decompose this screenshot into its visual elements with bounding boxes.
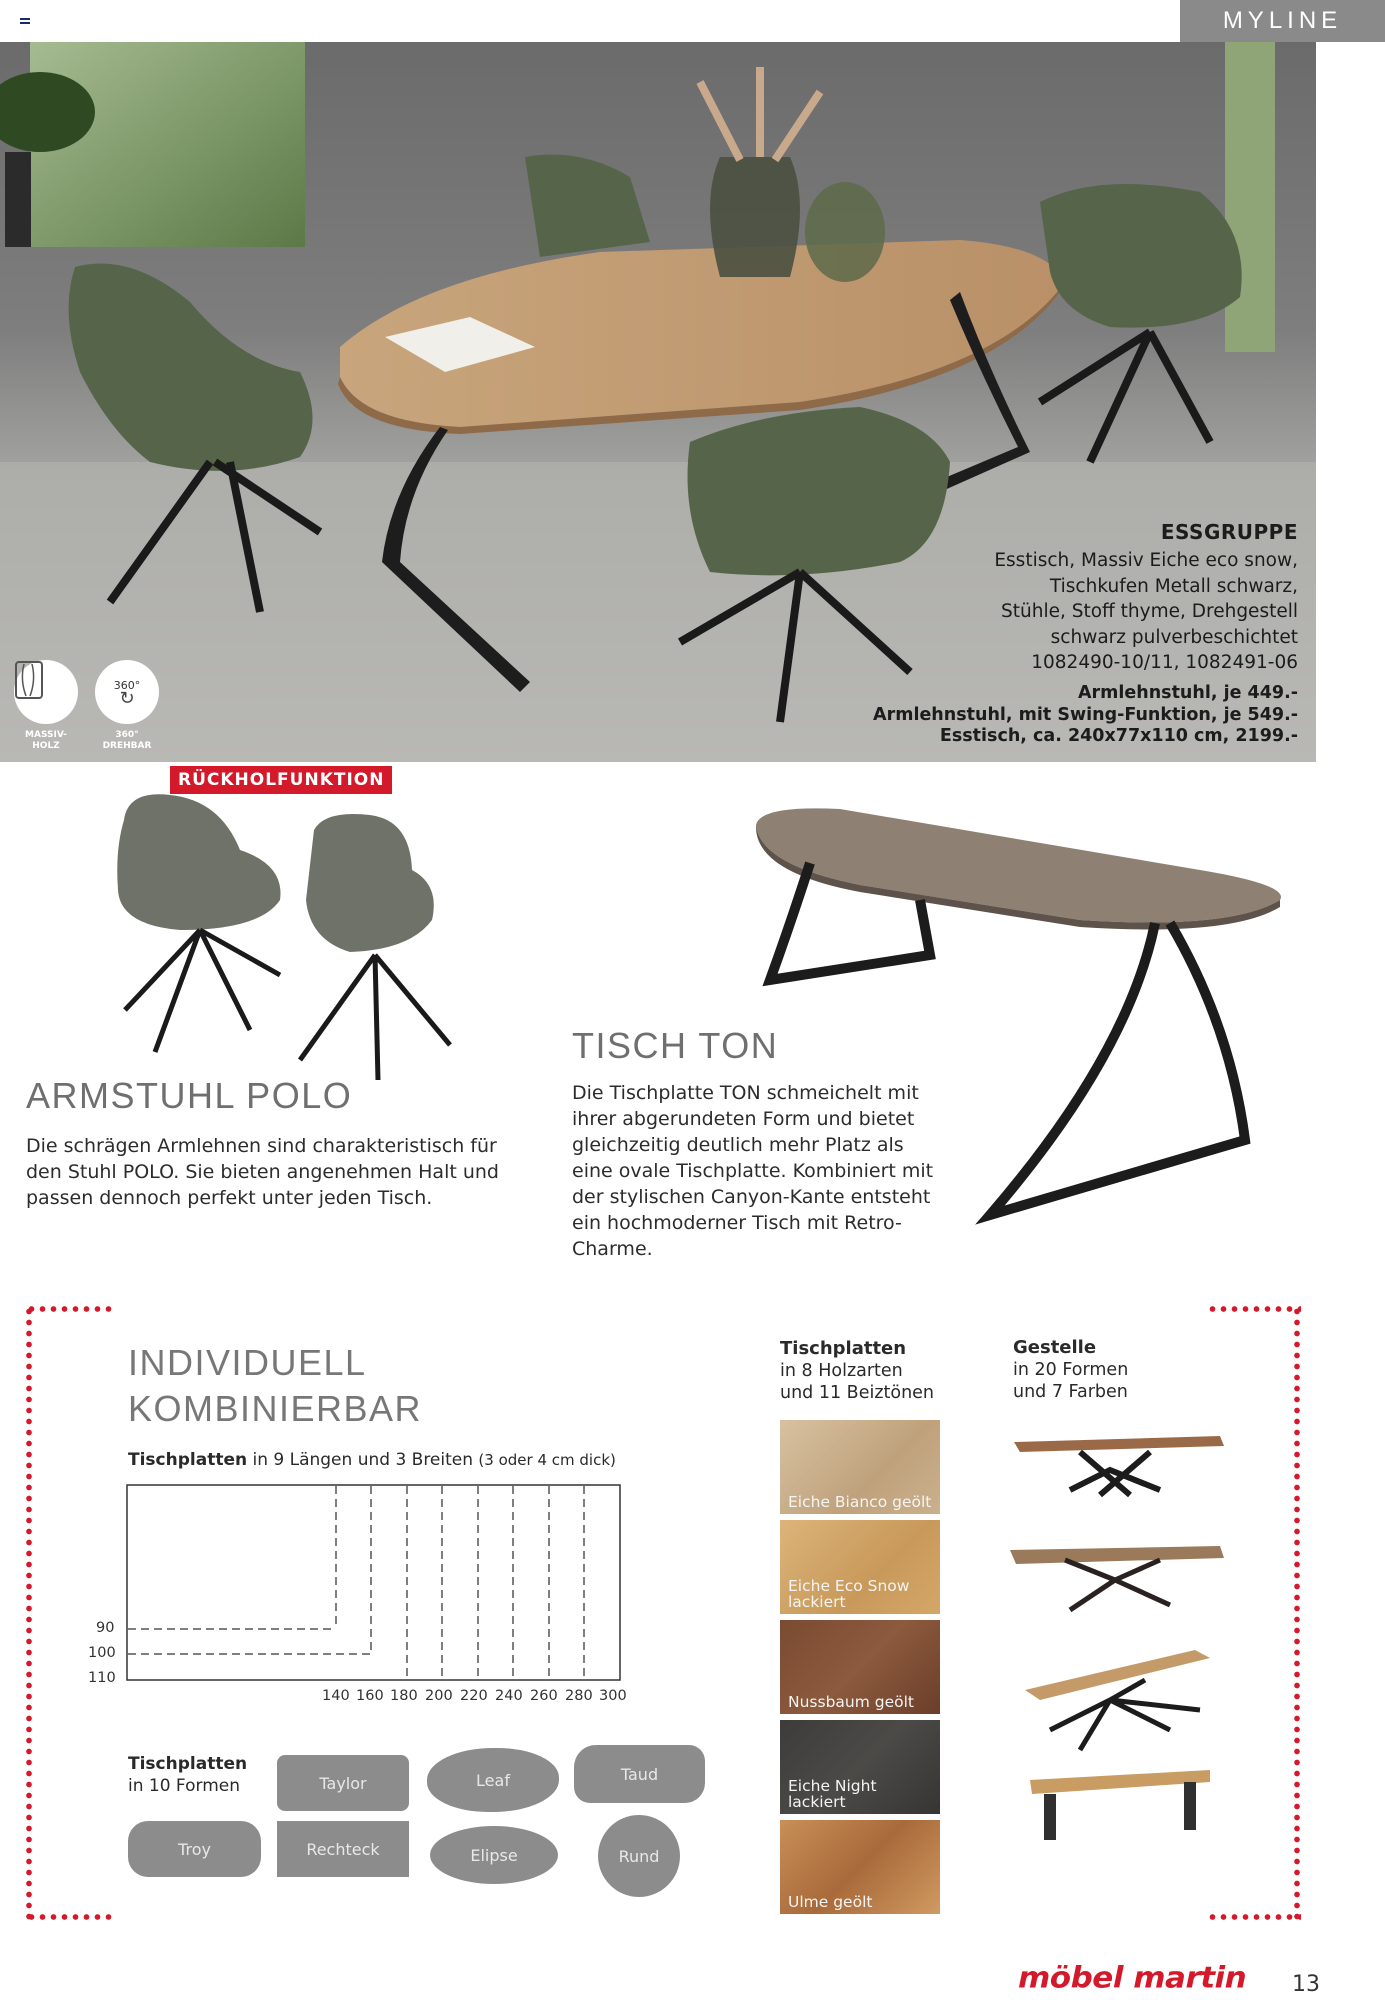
form-troy: Troy xyxy=(128,1821,261,1877)
length-tick: 140 xyxy=(322,1688,350,1704)
moebel-martin-logo[interactable]: möbel martin xyxy=(1018,1960,1247,1996)
frame-spider-style xyxy=(1025,1650,1210,1750)
wood-swatch-ulme[interactable]: Ulme geölt xyxy=(780,1820,940,1914)
form-rund: Rund xyxy=(598,1815,680,1897)
length-tick: 240 xyxy=(495,1688,523,1704)
frames-caption: Gestelle in 20 Formen und 7 Farben xyxy=(1013,1337,1129,1402)
form-leaf: Leaf xyxy=(427,1748,559,1812)
rotate-360-icon: 360° xyxy=(113,678,141,692)
massivholz-label: MASSIV- HOLZ xyxy=(25,730,67,751)
length-tick: 160 xyxy=(356,1688,384,1704)
brand-tab: MYLINE xyxy=(1180,0,1385,42)
wood-swatch-eiche-night[interactable]: Eiche Night lackiert xyxy=(780,1720,940,1814)
length-tick: 180 xyxy=(390,1688,418,1704)
frame-kufe-style xyxy=(1030,1770,1210,1840)
length-tick: 220 xyxy=(460,1688,488,1704)
armstuhl-polo-text: Die schrägen Armlehnen sind charakteristisch für den Stuhl POLO. Sie bieten angenehmen Halt und passen dennoch perfekt unter jeden Tisch. xyxy=(26,1135,499,1209)
form-rechteck: Rechteck xyxy=(277,1821,409,1877)
drehbar-badge: 360° ↻ xyxy=(95,660,159,724)
form-taylor: Taylor xyxy=(277,1755,409,1811)
woods-caption: Tischplatten in 8 Holzarten und 11 Beiztönen xyxy=(780,1338,935,1403)
frame-dots-bottom-left xyxy=(26,1914,114,1920)
platten-size-caption: Tischplatten in 9 Längen und 3 Breiten (3 oder 4 cm dick) xyxy=(128,1450,616,1470)
form-elipse: Elipse xyxy=(430,1826,558,1884)
frame-star-style xyxy=(1010,1546,1224,1610)
width-tick: 100 xyxy=(88,1645,116,1661)
frame-dots-left xyxy=(26,1306,32,1920)
length-tick: 280 xyxy=(565,1688,593,1704)
frame-dots-bottom-right xyxy=(1207,1914,1301,1920)
wood-swatch-nussbaum[interactable]: Nussbaum geölt xyxy=(780,1620,940,1714)
frames-illustrations xyxy=(1010,1430,1230,1880)
price-list: Armlehnstuhl, je 449.- Armlehnstuhl, mit Swing-Funktion, je 549.- Esstisch, ca. 240x77x110 cm, 2199.- xyxy=(873,683,1298,746)
frame-dots-right xyxy=(1294,1306,1300,1920)
tisch-ton-title: TISCH TON xyxy=(572,1025,779,1066)
rueckholfunktion-badge: RÜCKHOLFUNKTION xyxy=(170,766,392,794)
frame-x-style xyxy=(1014,1436,1224,1495)
wood-swatch-eiche-bianco[interactable]: Eiche Bianco geölt xyxy=(780,1420,940,1514)
length-tick: 200 xyxy=(425,1688,453,1704)
width-tick: 90 xyxy=(96,1620,115,1636)
frame-dots-top-right xyxy=(1207,1306,1301,1312)
width-tick: 110 xyxy=(88,1670,116,1686)
tisch-ton-text: Die Tischplatte TON schmeichelt mit ihrer abgerundeten Form und bietet gleichzeitig deutlich mehr Platz als eine ovale Tischplatte. Kombiniert mit der stylischen Canyon-Kante entsteht ein hochmoderner Tisch mit Retro-Charme. xyxy=(572,1082,934,1260)
essgruppe-title: ESSGRUPPE xyxy=(1160,520,1298,544)
drehbar-label: 360° DREHBAR xyxy=(102,730,152,751)
hero-photo xyxy=(0,42,1316,790)
armstuhl-polo-photo xyxy=(110,790,490,1080)
config-title: INDIVIDUELL KOMBINIERBAR xyxy=(128,1342,423,1429)
form-taud: Taud xyxy=(574,1745,705,1803)
wood-swatch-eiche-eco-snow[interactable]: Eiche Eco Snow lackiert xyxy=(780,1520,940,1614)
forms-caption: Tischplatten in 10 Formen xyxy=(128,1754,248,1796)
essgruppe-description: Esstisch, Massiv Eiche eco snow, Tischkufen Metall schwarz, Stühle, Stoff thyme, Drehgestell schwarz pulverbeschichtet 1082490-10/11, 1082491-06 xyxy=(994,550,1298,673)
frame-dots-top-left xyxy=(26,1306,114,1312)
menu-icon[interactable] xyxy=(20,18,30,26)
page-number: 13 xyxy=(1292,1972,1320,1997)
length-tick: 300 xyxy=(599,1688,627,1704)
length-tick: 260 xyxy=(530,1688,558,1704)
massivholz-badge xyxy=(14,660,78,724)
armstuhl-polo-title: ARMSTUHL POLO xyxy=(26,1075,353,1116)
wood-grain-icon xyxy=(14,660,44,700)
size-diagram xyxy=(126,1484,626,1684)
